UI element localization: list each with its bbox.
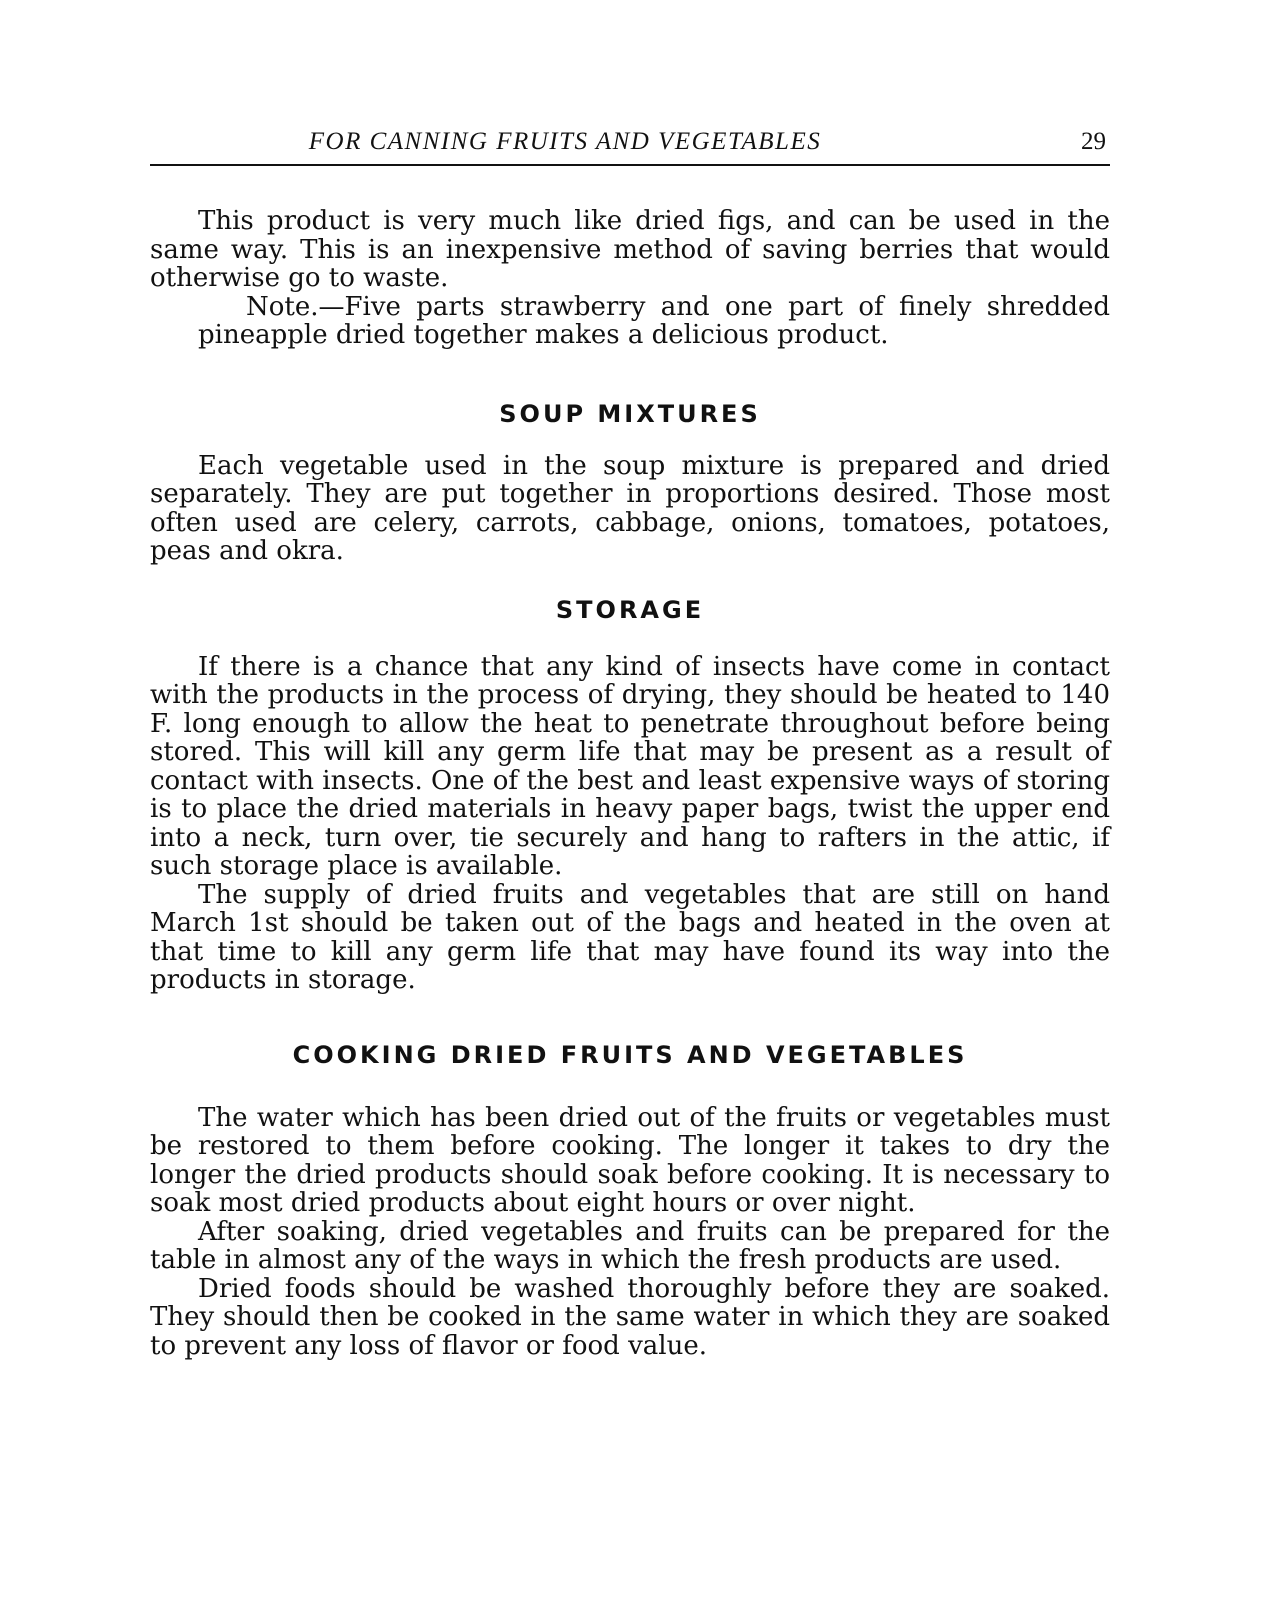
section-soup-mixtures: [150, 400, 1110, 566]
section-heading: COOKING DRIED FRUITS AND VEGETABLES: [292, 1040, 968, 1069]
book-page: [150, 118, 1110, 1360]
body-paragraph: After soaking, dried vegetables and fruits can be prepared for the table in almost any of the ways in which the fresh products are used.: [150, 1216, 1110, 1275]
running-title: FOR CANNING FRUITS AND VEGETABLES: [308, 128, 822, 155]
body-paragraph: The water which has been dried out of the fruits or vegetables must be restored to them before cooking. The longer it takes to dry the longer the dried products should soak before cooking. It is necessary to soak most dried products about eight hours or over night.: [150, 1102, 1110, 1218]
page-number: 29: [1081, 128, 1106, 155]
intro-paragraph: This product is very much like dried figs, and can be used in the same way. This is an inexpensive method of saving berries that would otherwise go to waste.: [150, 206, 1110, 293]
body-paragraph: Dried foods should be washed thoroughly before they are soaked. They should then be cooked in the same water in which they are soaked to prevent any loss of flavor or food value.: [150, 1273, 1110, 1361]
section-cooking-dried: [150, 1041, 1110, 1361]
section-storage: [150, 596, 1110, 995]
section-heading: SOUP MIXTURES: [499, 399, 761, 428]
body-paragraph: Each vegetable used in the soup mixture is prepared and dried separately. They are put together in proportions desired. Those most often used are celery, carrots, cabbage, onions, tomatoes, potatoes, peas and okra.: [150, 450, 1110, 566]
intro-block: [150, 207, 1110, 350]
running-head: [150, 118, 1110, 166]
body-paragraph: If there is a chance that any kind of insects have come in contact with the products in the process of drying, they should be heated to 140 F. long enough to allow the heat to penetrate throughout before being stored. This will kill any germ life that may be present as a result of contact with insects. One of the best and least expensive ways of storing is to place the dried materials in heavy paper bags, twist the upper end into a neck, turn over, tie securely and hang to rafters in the attic, if such storage place is available.: [150, 651, 1110, 881]
note-paragraph: Note.—Five parts strawberry and one part of finely shredded pineapple dried together makes a delicious product.: [198, 291, 1110, 350]
body-paragraph: The supply of dried fruits and vegetables that are still on hand March 1st should be taken out of the bags and heated in the oven at that time to kill any germ life that may have found its way into the products in storage.: [150, 879, 1110, 995]
section-heading: STORAGE: [555, 595, 705, 624]
